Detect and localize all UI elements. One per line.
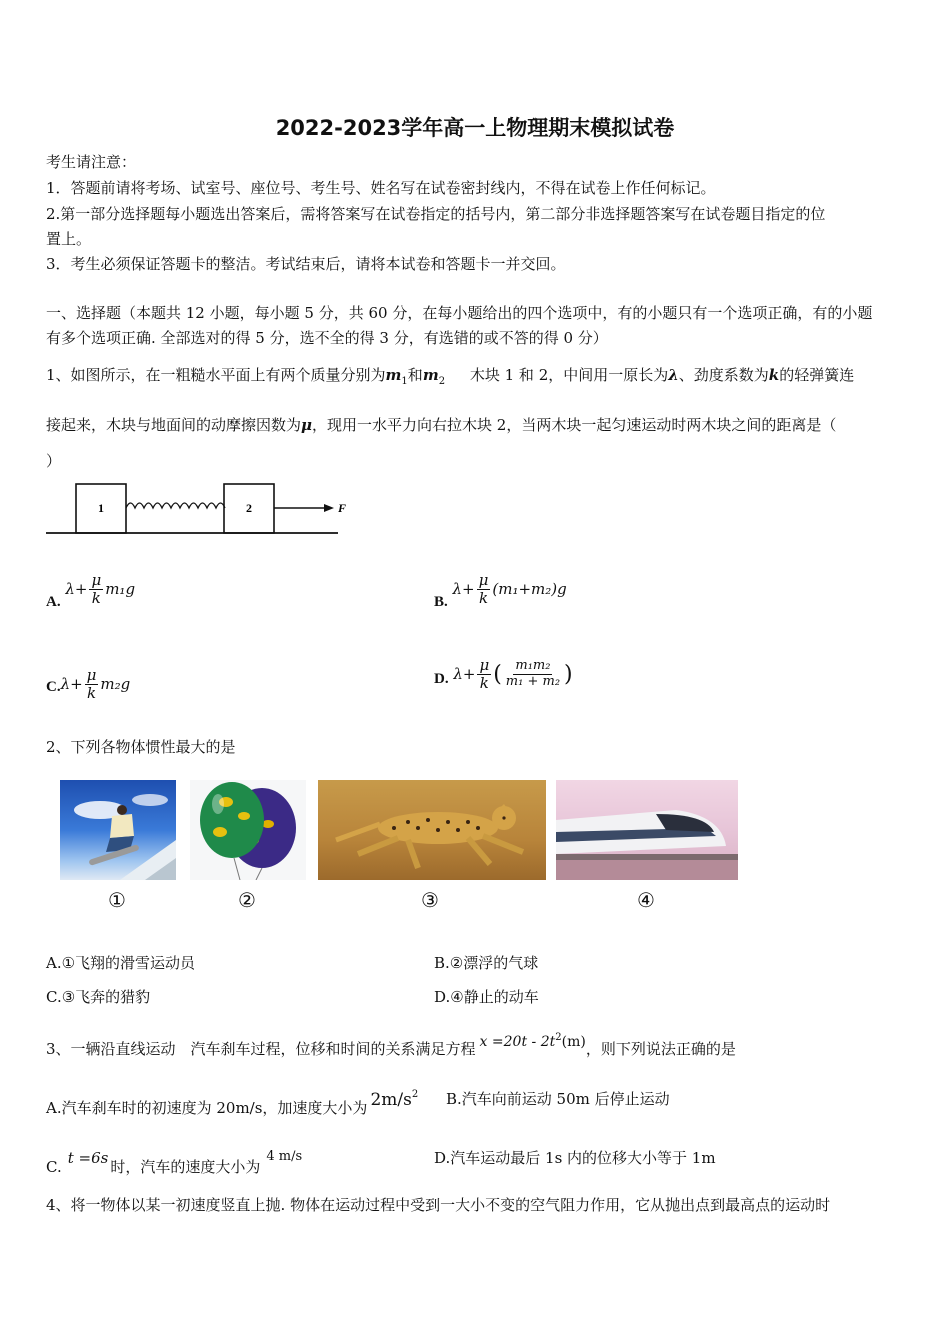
notice-item: 置上。	[46, 230, 92, 248]
q1-option-d[interactable]: D. λ+ $\frac{\mu}{k}$ ( $\frac{\text{m₁m₂}}{\text{m₁ + m₂}}$ )	[434, 656, 573, 693]
q2-option-c[interactable]: C.③飞奔的猎豹	[46, 988, 151, 1006]
q3-option-b[interactable]: B.汽车向前运动 50m 后停止运动	[446, 1090, 670, 1108]
q3-option-d[interactable]: D.汽车运动最后 1s 内的位移大小等于 1m	[434, 1149, 716, 1167]
notice-heading: 考生请注意：	[46, 153, 137, 171]
q2-text: 2、下列各物体惯性最大的是	[46, 738, 236, 756]
force-label: F	[338, 501, 346, 515]
snowboarder-image	[60, 780, 176, 880]
section-instruction: 有多个选项正确. 全部选对的得 5 分，选不全的得 3 分，有选错的或不答的得 0 分）	[46, 329, 608, 347]
q4-text: 4、将一物体以某一初速度竖直上抛. 物体在运动过程中受到一大小不变的空气阻力作用，它从抛出点到最高点的运动时	[46, 1196, 831, 1214]
block-1-label: 1	[98, 501, 104, 515]
notice-item: 1．答题前请将考场、试室号、座位号、考生号、姓名写在试卷密封线内，不得在试卷上作任何标记。	[46, 179, 716, 197]
cheetah-image	[318, 780, 546, 880]
page-title: 2022-2023学年高一上物理期末模拟试卷	[275, 116, 675, 140]
image-caption: ③	[421, 888, 439, 912]
q2-option-a[interactable]: A.①飞翔的滑雪运动员	[46, 954, 196, 972]
q3-text: 3、一辆沿直线运动 汽车刹车过程，位移和时间的关系满足方程 $x =20t - 2t^2(m)$，则下列说法正确的是	[46, 1032, 736, 1058]
q2-option-b[interactable]: B.②漂浮的气球	[434, 954, 539, 972]
block-2-label: 2	[246, 501, 252, 515]
notice-item: 3．考生必须保证答题卡的整洁。考试结束后，请将本试卷和答题卡一并交回。	[46, 255, 566, 273]
q1-text-line2: 接起来，木块与地面间的动摩擦因数为μ，现用一水平力向右拉木块 2，当两木块一起匀速运动时两木块之间的距离是（	[46, 416, 837, 434]
spring-blocks-diagram	[46, 478, 346, 540]
spring	[126, 503, 225, 508]
q3-option-c[interactable]: C. t =6s 时，汽车的速度大小为4 m/s	[46, 1149, 303, 1176]
image-caption: ①	[108, 888, 126, 912]
q3-option-a[interactable]: A.汽车刹车时的初速度为 20m/s，加速度大小为 $2m/s^2$	[46, 1089, 419, 1117]
q1-option-a[interactable]: A. λ+ $\frac{\mu}{k}$ m₁g	[46, 571, 136, 610]
image-caption: ②	[238, 888, 256, 912]
q1-text-line3: ）	[46, 452, 62, 470]
q1-option-c[interactable]: C.λ+ $\frac{\mu}{k}$ m₂g	[46, 666, 131, 703]
image-caption: ④	[637, 888, 655, 912]
q1-option-b[interactable]: B. λ+ $\frac{\mu}{k}$ (m₁+m₂)g	[434, 571, 567, 610]
arrow-head-icon	[324, 504, 334, 512]
notice-item: 2.第一部分选择题每小题选出答案后，需将答案写在试卷指定的括号内，第二部分非选择题答案写在试卷题目指定的位	[46, 205, 826, 223]
balloons-image	[190, 780, 306, 880]
q2-option-d[interactable]: D.④静止的动车	[434, 988, 539, 1006]
train-image	[556, 780, 738, 880]
section-instruction: 一、选择题（本题共 12 小题，每小题 5 分，共 60 分，在每小题给出的四个选项中，有的小题只有一个选项正确，有的小题	[46, 304, 873, 322]
q1-text: 1、如图所示，在一粗糙水平面上有两个质量分别为$m_1$和$m_2$ 木块 1 和 2，中间用一原长为λ、劲度系数为k的轻弹簧连	[46, 366, 855, 387]
